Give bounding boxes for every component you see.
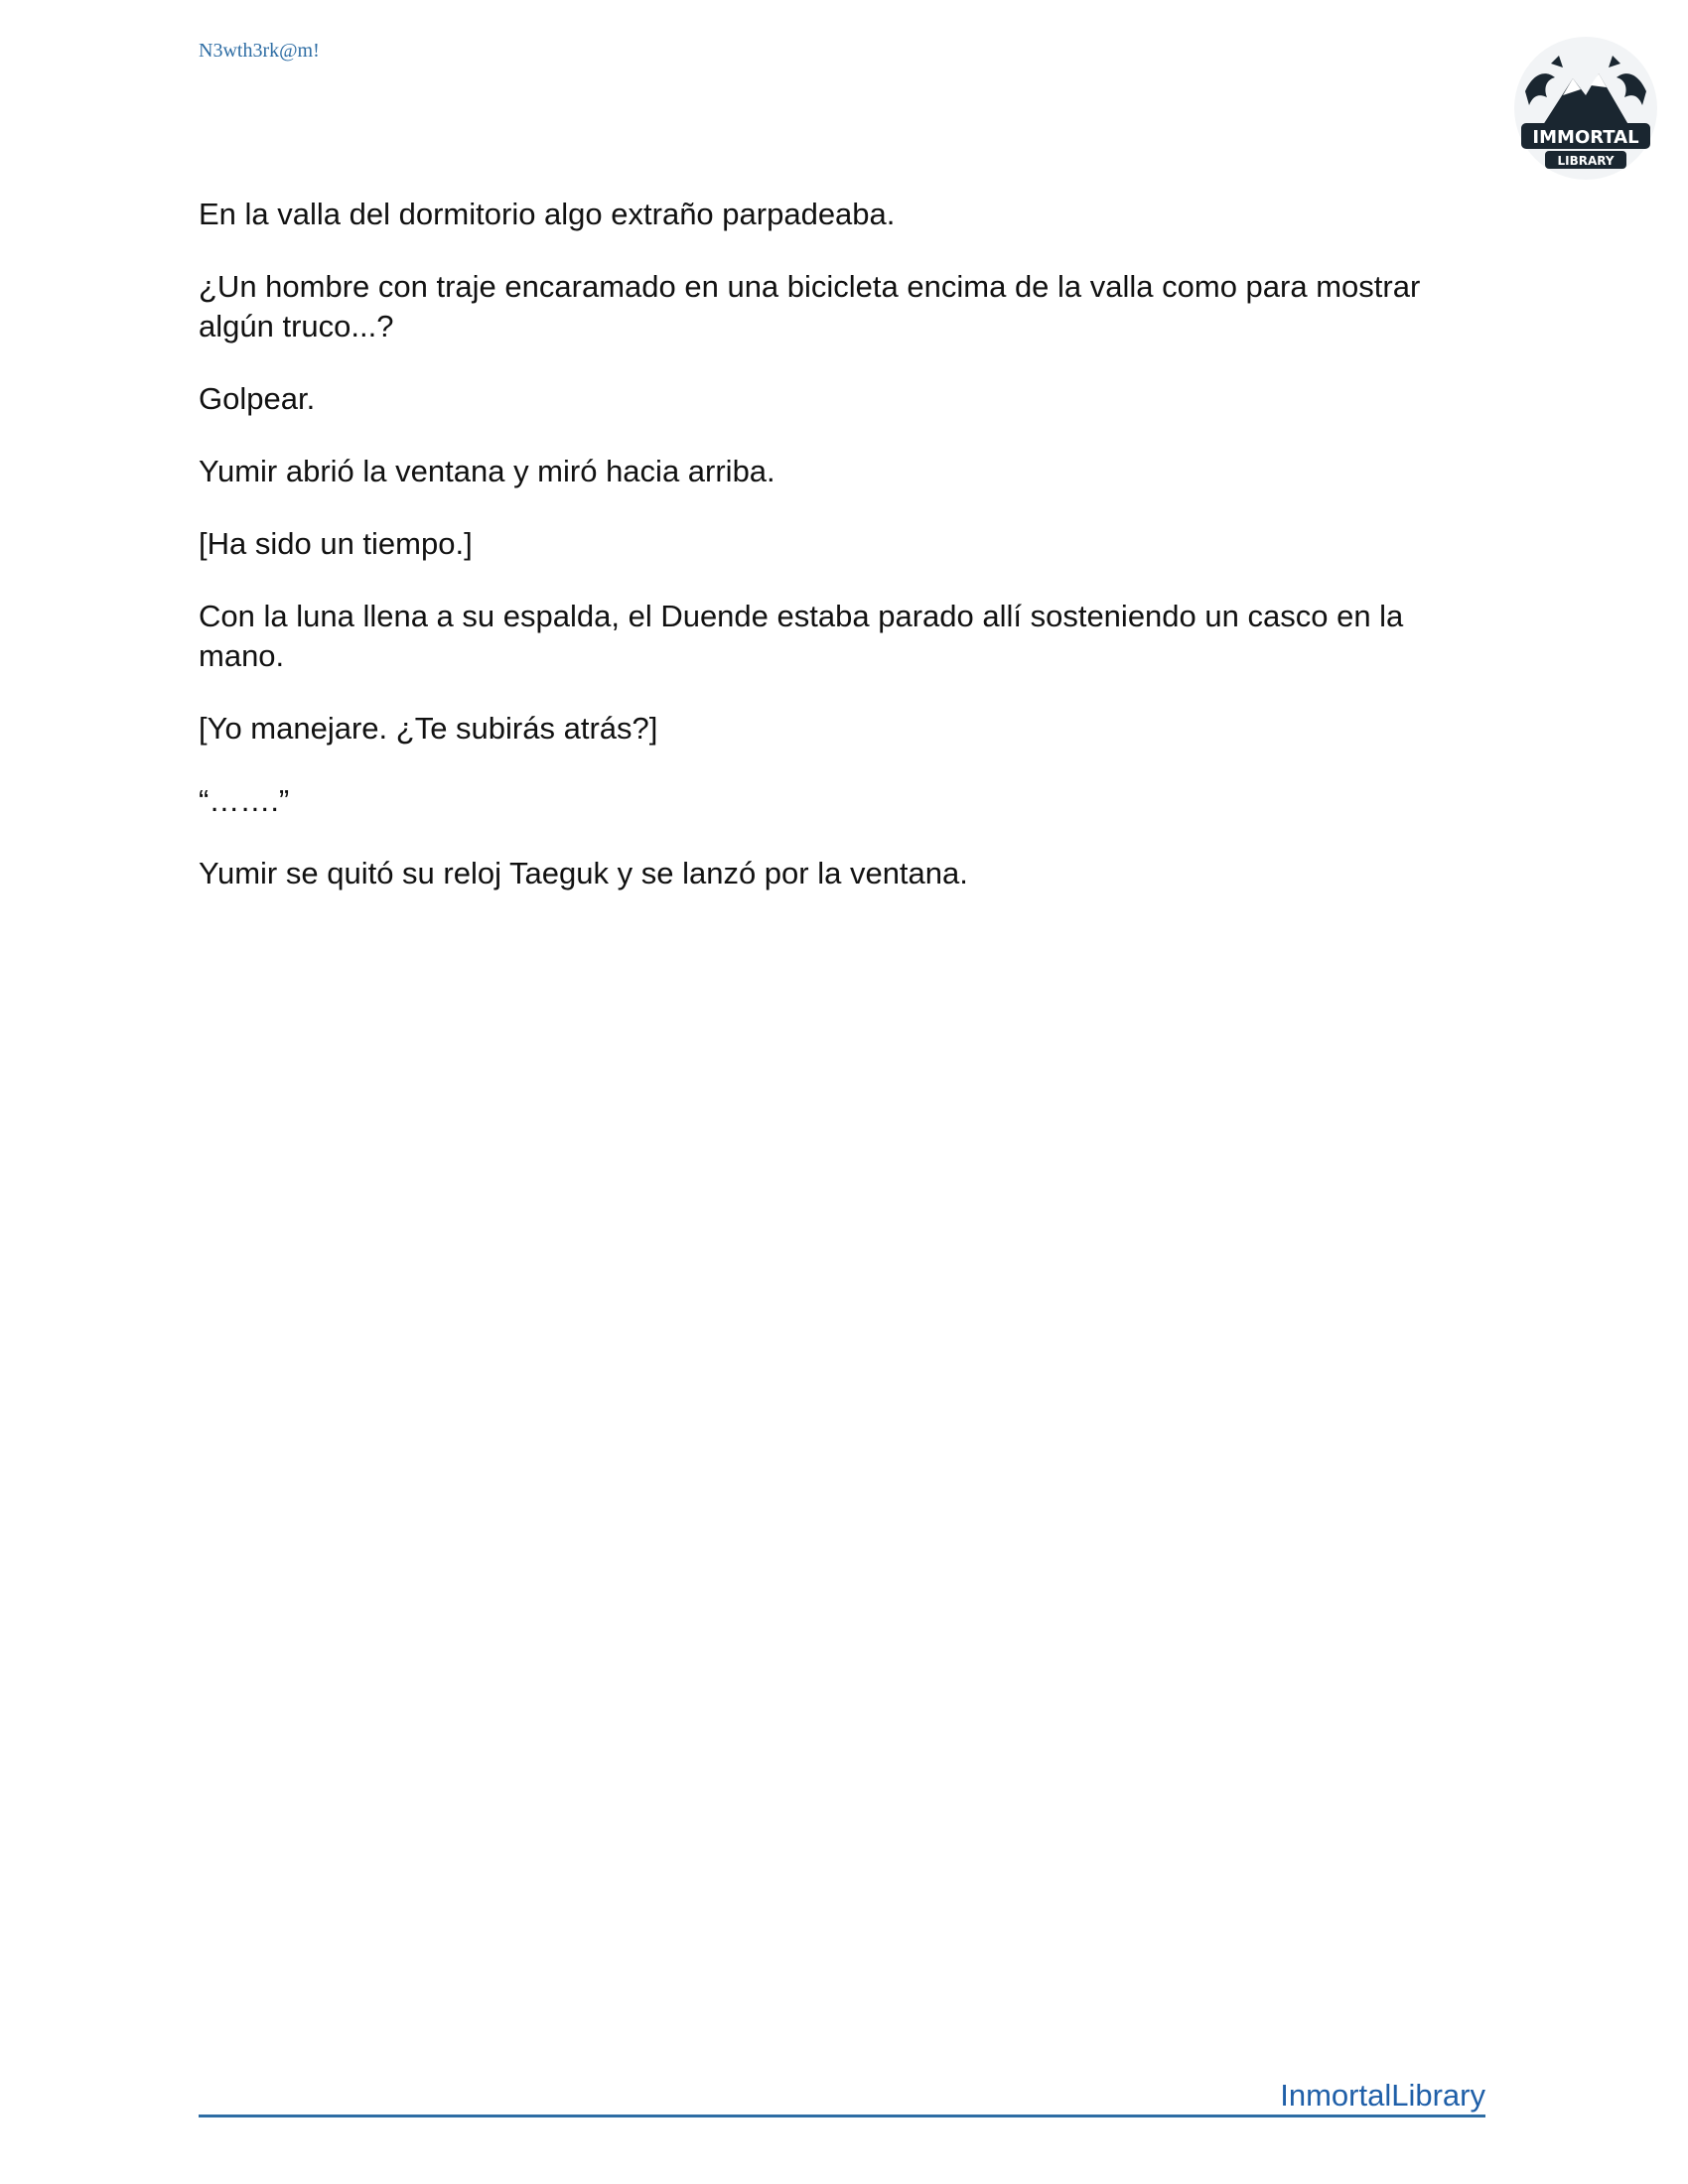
paragraph: En la valla del dormitorio algo extraño parpadeaba. [199, 197, 896, 231]
immortal-library-logo [1511, 34, 1660, 183]
logo-line1: IMMORTAL [1532, 127, 1639, 148]
footer-link[interactable]: InmortalLibrary [1280, 2078, 1485, 2113]
body-text [199, 195, 1489, 926]
paragraph: [Yo manejare. ¿Te subirás atrás?] [199, 711, 658, 746]
paragraph: “…….” [199, 783, 290, 818]
paragraph: Golpear. [199, 381, 316, 416]
paragraph: Yumir se quitó su reloj Taeguk y se lanzó por la ventana. [199, 856, 968, 890]
paragraph: Yumir abrió la ventana y miró hacia arriba. [199, 454, 775, 488]
paragraph: Con la luna llena a su espalda, el Duende estaba parado allí sosteniendo un casco en la mano. [199, 599, 1404, 673]
footer [199, 2075, 1485, 2117]
paragraph: [Ha sido un tiempo.] [199, 526, 473, 561]
paragraph: ¿Un hombre con traje encaramado en una bicicleta encima de la valla como para mostrar algún truco...? [199, 269, 1421, 343]
header-author: N3wth3rk@m! [199, 40, 320, 62]
logo-line2: LIBRARY [1557, 154, 1615, 168]
